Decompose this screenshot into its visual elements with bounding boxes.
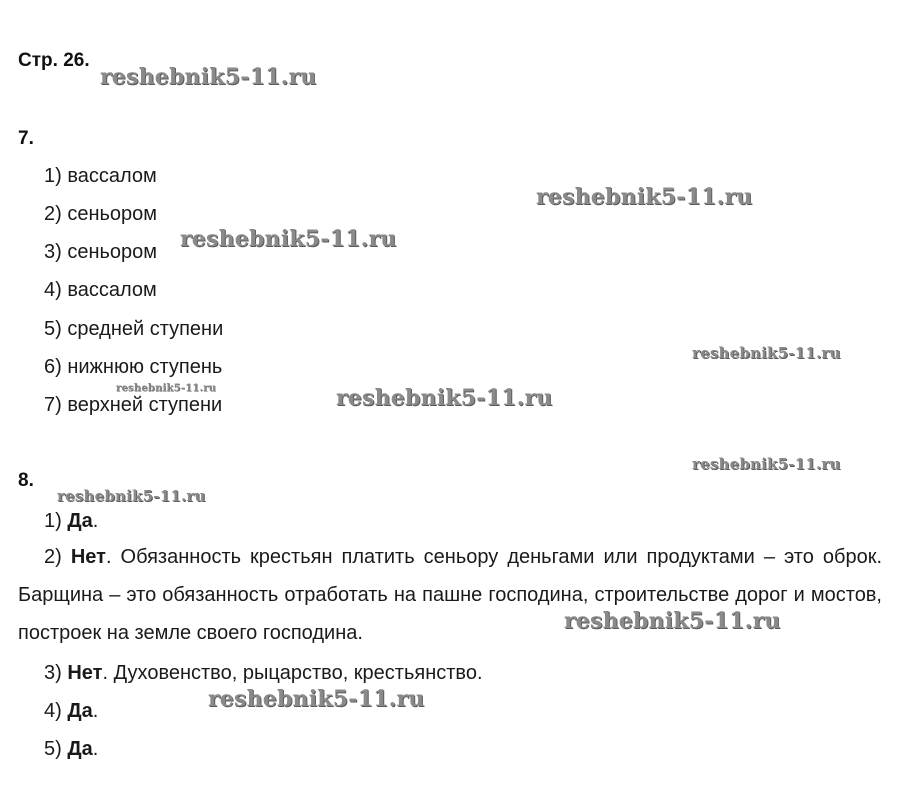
task-7-number: 7. [18, 128, 34, 149]
task-8-answer-5 [44, 737, 98, 761]
answer-verdict: Да [67, 738, 93, 760]
task-8-answer-3 [44, 661, 483, 685]
answer-prefix: 4) [44, 700, 68, 722]
page-number-heading: Стр. 26. [18, 50, 90, 71]
answer-text: . Обязанность крестьян платить сеньору деньгами или продуктами – это оброк. Барщина – это обязанность отработать на пашне господина, строительстве дорог и мостов, построек на земле своего господина. [18, 546, 883, 644]
task-8-answer-1 [44, 509, 98, 533]
task-7-answer-7: 7) верхней ступени [44, 394, 223, 416]
watermark: reshebnik5-11.ru [564, 608, 781, 634]
answer-prefix: 3) [44, 662, 68, 684]
watermark: reshebnik5-11.ru [692, 455, 841, 473]
answer-text: . Духовенство, рыцарство, крестьянство. [102, 662, 483, 684]
answer-prefix: 5) [44, 738, 68, 760]
answer-text: . [92, 700, 99, 722]
answer-prefix: 2) [44, 546, 71, 568]
watermark: reshebnik5-11.ru [57, 487, 206, 505]
task-8-answer-2 [18, 538, 882, 652]
task-8-number: 8. [18, 470, 34, 491]
watermark: reshebnik5-11.ru [536, 184, 753, 210]
answer-verdict: Да [67, 510, 93, 532]
task-8-answer-4 [44, 699, 98, 723]
watermark: reshebnik5-11.ru [692, 344, 841, 362]
answer-text: . [92, 510, 99, 532]
task-7-answer-5: 5) средней ступени [44, 318, 224, 340]
watermark: reshebnik5-11.ru [180, 226, 397, 252]
watermark: reshebnik5-11.ru [208, 686, 425, 712]
task-7-answer-1: 1) вассалом [44, 165, 157, 187]
task-7-answer-3: 3) сеньором [44, 241, 158, 263]
watermark: reshebnik5-11.ru [116, 383, 217, 394]
answer-verdict: Да [67, 700, 93, 722]
watermark: reshebnik5-11.ru [336, 385, 553, 411]
task-7-answer-4: 4) вассалом [44, 279, 157, 301]
answer-prefix: 1) [44, 510, 68, 532]
task-7-answer-2: 2) сеньором [44, 203, 158, 225]
answer-verdict: Нет [67, 662, 103, 684]
answer-verdict: Нет [70, 546, 106, 568]
answer-text: . [92, 738, 99, 760]
task-7-answer-6: 6) нижнюю ступень [44, 356, 223, 378]
watermark: reshebnik5-11.ru [100, 64, 317, 90]
